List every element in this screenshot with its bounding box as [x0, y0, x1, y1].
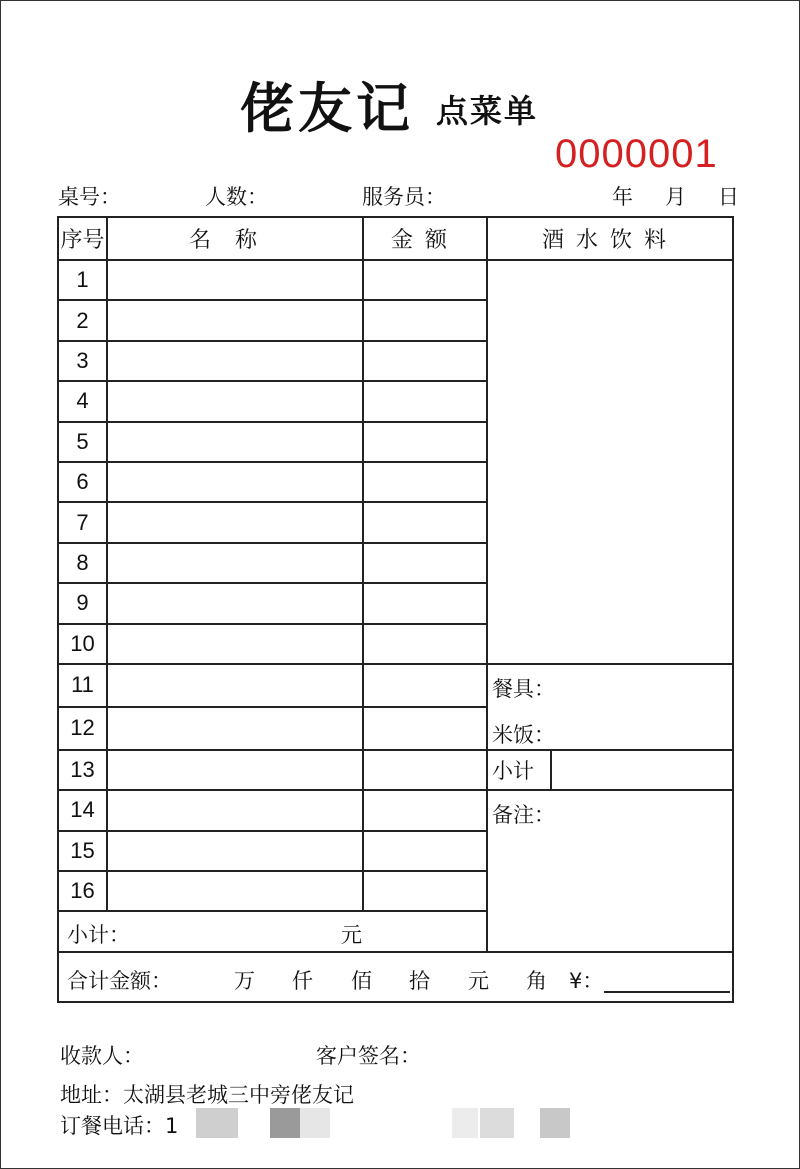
column-drinks-header: 酒水饮料	[487, 217, 733, 260]
tableware-rice-cell[interactable]	[487, 664, 733, 750]
amount-cell[interactable]	[363, 422, 487, 462]
column-index-header: 序号	[58, 217, 107, 260]
amount-cell[interactable]	[363, 831, 487, 871]
amount-cell[interactable]	[363, 543, 487, 583]
row-index: 6	[58, 462, 107, 502]
unit-jiao: 角	[526, 968, 547, 993]
food-subtotal-label: 小计：	[67, 923, 130, 948]
drinks-area[interactable]	[487, 260, 733, 664]
row-index: 3	[58, 341, 107, 381]
amount-cell[interactable]	[363, 502, 487, 542]
people-count-label: 人数：	[205, 185, 268, 209]
unit-shi: 拾	[409, 968, 430, 993]
column-amount-header: 金额	[363, 217, 487, 260]
phone-label: 订餐电话：1	[60, 1114, 179, 1138]
serial-number: 0000001	[555, 132, 718, 176]
remarks-label: 备注：	[492, 803, 555, 828]
amount-cell[interactable]	[363, 583, 487, 623]
dish-name-cell[interactable]	[107, 707, 363, 750]
unit-qian: 仟	[292, 968, 313, 993]
row-index: 13	[58, 750, 107, 790]
row-index: 4	[58, 381, 107, 421]
row-index: 9	[58, 583, 107, 623]
dish-name-cell[interactable]	[107, 664, 363, 707]
currency-label: ¥：	[569, 968, 604, 993]
total-amount-line[interactable]	[604, 991, 730, 993]
dish-name-cell[interactable]	[107, 300, 363, 340]
row-index: 8	[58, 543, 107, 583]
grand-total-row[interactable]	[58, 952, 733, 1002]
row-index: 10	[58, 624, 107, 664]
dish-name-cell[interactable]	[107, 790, 363, 830]
dish-name-cell[interactable]	[107, 871, 363, 911]
row-index: 14	[58, 790, 107, 830]
redacted-phone-block	[300, 1108, 330, 1138]
grand-total-label: 合计金额：	[67, 968, 172, 993]
amount-cell[interactable]	[363, 624, 487, 664]
redacted-phone-block	[540, 1108, 570, 1138]
amount-cell[interactable]	[363, 260, 487, 300]
rice-label: 米饭：	[492, 722, 555, 747]
row-index: 12	[58, 707, 107, 750]
year-label: 年	[612, 185, 633, 209]
dish-name-cell[interactable]	[107, 462, 363, 502]
amount-cell[interactable]	[363, 871, 487, 911]
redacted-phone-block	[270, 1108, 300, 1138]
waiter-label: 服务员：	[362, 185, 446, 209]
unit-bai: 佰	[351, 968, 372, 993]
address-text: 地址：太湖县老城三中旁佬友记	[60, 1083, 354, 1107]
amount-cell[interactable]	[363, 381, 487, 421]
dish-name-cell[interactable]	[107, 583, 363, 623]
redacted-phone-block	[196, 1108, 238, 1138]
row-index: 7	[58, 502, 107, 542]
redacted-phone-block	[480, 1108, 514, 1138]
dish-name-cell[interactable]	[107, 381, 363, 421]
sheet-subtitle: 点菜单	[436, 92, 539, 130]
redacted-phone-block	[452, 1108, 478, 1138]
dish-name-cell[interactable]	[107, 502, 363, 542]
dish-name-cell[interactable]	[107, 260, 363, 300]
row-index: 11	[58, 664, 107, 707]
unit-yuan: 元	[468, 968, 489, 993]
tableware-label: 餐具：	[492, 676, 555, 701]
amount-cell[interactable]	[363, 300, 487, 340]
side-subtotal-value[interactable]	[551, 750, 733, 790]
dish-name-cell[interactable]	[107, 341, 363, 381]
row-index: 15	[58, 831, 107, 871]
cashier-label: 收款人：	[60, 1044, 144, 1068]
unit-wan: 万	[234, 968, 255, 993]
remarks-area[interactable]	[487, 790, 733, 952]
amount-cell[interactable]	[363, 707, 487, 750]
row-index: 5	[58, 422, 107, 462]
brand-name: 佬友记	[240, 76, 414, 140]
amount-cell[interactable]	[363, 790, 487, 830]
amount-cell[interactable]	[363, 341, 487, 381]
column-name-header: 名称	[107, 217, 363, 260]
dish-name-cell[interactable]	[107, 543, 363, 583]
dish-name-cell[interactable]	[107, 624, 363, 664]
amount-cell[interactable]	[363, 664, 487, 707]
row-index: 1	[58, 260, 107, 300]
food-subtotal-unit: 元	[341, 923, 362, 948]
row-index: 16	[58, 871, 107, 911]
amount-cell[interactable]	[363, 462, 487, 502]
dish-name-cell[interactable]	[107, 750, 363, 790]
dish-name-cell[interactable]	[107, 422, 363, 462]
food-subtotal-row[interactable]	[58, 911, 487, 951]
side-subtotal-label: 小计	[487, 750, 551, 790]
dish-name-cell[interactable]	[107, 831, 363, 871]
customer-signature-label: 客户签名：	[316, 1044, 421, 1068]
month-label: 月	[665, 185, 686, 209]
order-table	[57, 216, 734, 1003]
table-number-label: 桌号：	[58, 185, 121, 209]
row-index: 2	[58, 300, 107, 340]
day-label: 日	[718, 185, 739, 209]
amount-cell[interactable]	[363, 750, 487, 790]
